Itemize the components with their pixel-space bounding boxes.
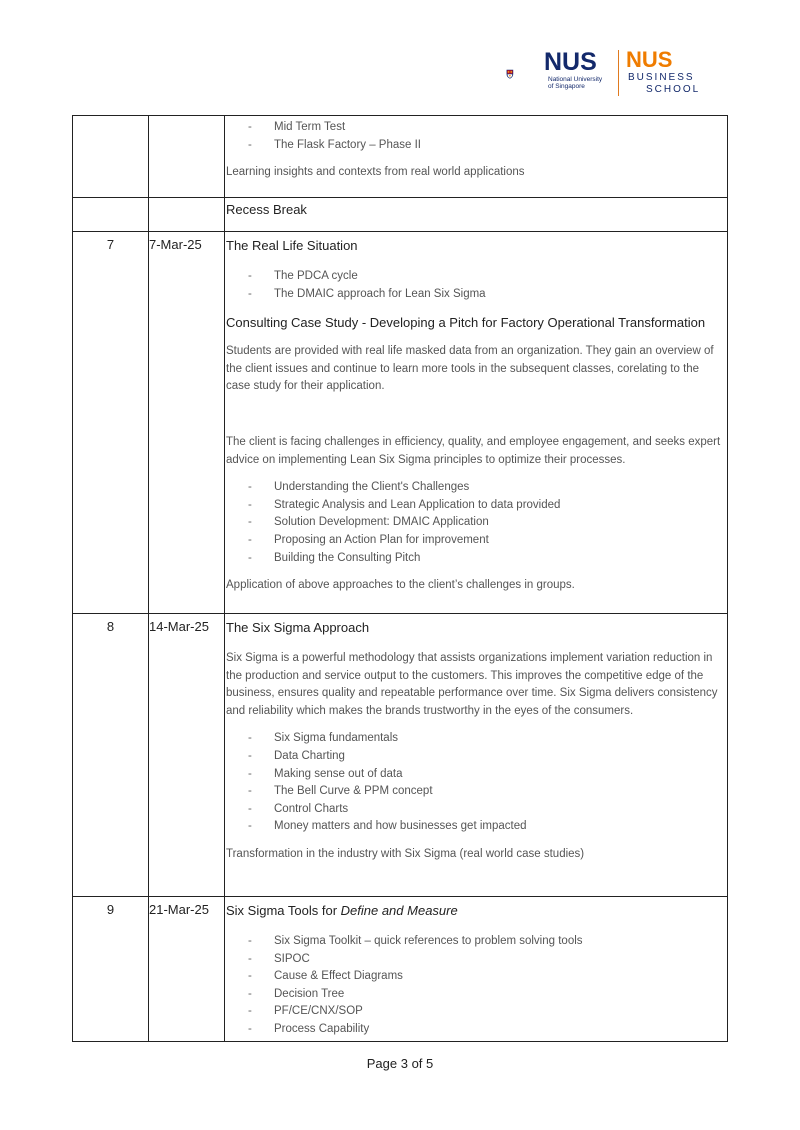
- page-number: Page 3 of 5: [366, 1056, 434, 1071]
- recess-label: Recess Break: [226, 202, 307, 217]
- table-row: [73, 232, 728, 614]
- content-cell: [225, 897, 728, 1042]
- list-item: - PF/CE/CNX/SOP: [248, 1003, 725, 1021]
- nus-crest-icon: [506, 48, 546, 100]
- session-title: The Real Life Situation: [226, 238, 358, 253]
- list-item: - The PDCA cycle: [248, 268, 725, 286]
- content-cell: [225, 232, 728, 614]
- nus-subtitle: [548, 76, 602, 90]
- session-note: Application of above approaches to the client’s challenges in groups.: [226, 579, 575, 592]
- list-item: - Mid Term Test: [248, 119, 725, 137]
- week-cell: [73, 116, 149, 198]
- business-school-wordmark: NUS: [626, 47, 673, 72]
- list-item: - Data Charting: [248, 748, 725, 766]
- list-item: - Making sense out of data: [248, 766, 725, 784]
- topic-list: [226, 268, 725, 303]
- list-item: - The DMAIC approach for Lean Six Sigma: [248, 286, 725, 304]
- list-item: - Six Sigma Toolkit – quick references to problem solving tools: [248, 933, 725, 951]
- list-item: - Understanding the Client's Challenges: [248, 479, 725, 497]
- table-row: [73, 198, 728, 232]
- content-cell: [225, 116, 728, 198]
- nus-subtitle-line2: of Singapore: [548, 83, 585, 90]
- session-note: Learning insights and contexts from real world applications: [226, 166, 525, 179]
- list-item: - Solution Development: DMAIC Application: [248, 514, 725, 532]
- list-item: - Six Sigma fundamentals: [248, 730, 725, 748]
- topic-list: [226, 119, 725, 154]
- table-row: [73, 116, 728, 198]
- nus-wordmark: NUS: [544, 48, 597, 76]
- list-item: - Decision Tree: [248, 986, 725, 1004]
- week-number: 9: [73, 897, 149, 1042]
- session-date: 7-Mar-25: [149, 232, 225, 614]
- topic-list: [226, 730, 725, 836]
- session-date: 21-Mar-25: [149, 897, 225, 1042]
- week-number: 8: [73, 614, 149, 897]
- session-title-italic: Define and Measure: [340, 903, 458, 918]
- session-paragraph: The client is facing challenges in efficiency, quality, and employee engagement, and seeks expert advice on implementing Lean Six Sigma principles to optimize their processes.: [226, 435, 721, 466]
- list-item: - SIPOC: [248, 951, 725, 969]
- date-cell: [149, 198, 225, 232]
- list-item: - The Flask Factory – Phase II: [248, 137, 725, 155]
- date-cell: [149, 116, 225, 198]
- topic-list: [226, 479, 725, 567]
- course-schedule-table: [72, 115, 728, 1042]
- list-item: - Process Capability: [248, 1021, 725, 1039]
- list-item: - Strategic Analysis and Lean Application to data provided: [248, 497, 725, 515]
- list-item: - The Bell Curve & PPM concept: [248, 783, 725, 801]
- week-number: 7: [73, 232, 149, 614]
- week-cell: [73, 198, 149, 232]
- content-cell: [225, 614, 728, 897]
- topic-list: [226, 933, 725, 1039]
- table-row: [73, 614, 728, 897]
- session-date: 14-Mar-25: [149, 614, 225, 897]
- logo-divider: [618, 50, 619, 96]
- table-row: [73, 897, 728, 1042]
- list-item: - Building the Consulting Pitch: [248, 550, 725, 568]
- session-paragraph: Students are provided with real life masked data from an organization. They gain an overview of the client issues and continue to learn more tools in the subsequent classes, corelating to the case study for their application.: [226, 345, 714, 393]
- session-subtitle: Consulting Case Study - Developing a Pitch for Factory Operational Transformation: [226, 315, 706, 331]
- session-note: Transformation in the industry with Six Sigma (real world case studies): [226, 847, 585, 860]
- session-title: The Six Sigma Approach: [226, 620, 370, 635]
- content-cell: [225, 198, 728, 232]
- session-title: [226, 903, 725, 919]
- list-item: - Proposing an Action Plan for improvement: [248, 532, 725, 550]
- session-title-plain: Six Sigma Tools for: [226, 903, 341, 918]
- list-item: - Control Charts: [248, 801, 725, 819]
- business-label: BUSINESS: [628, 72, 695, 83]
- list-item: - Cause & Effect Diagrams: [248, 968, 725, 986]
- school-label: SCHOOL: [646, 84, 701, 95]
- session-paragraph: Six Sigma is a powerful methodology that assists organizations implement variation reduction in the production and service output to the customers. This improves the competitive edge of the business, ensures quality and repeatable performance over time. Six Sigma delivers consistency and reliability which makes the brands trustworthy in the eyes of the consumers.: [226, 652, 718, 717]
- nus-subtitle-line1: National University: [548, 76, 603, 83]
- list-item: - Money matters and how businesses get impacted: [248, 818, 725, 836]
